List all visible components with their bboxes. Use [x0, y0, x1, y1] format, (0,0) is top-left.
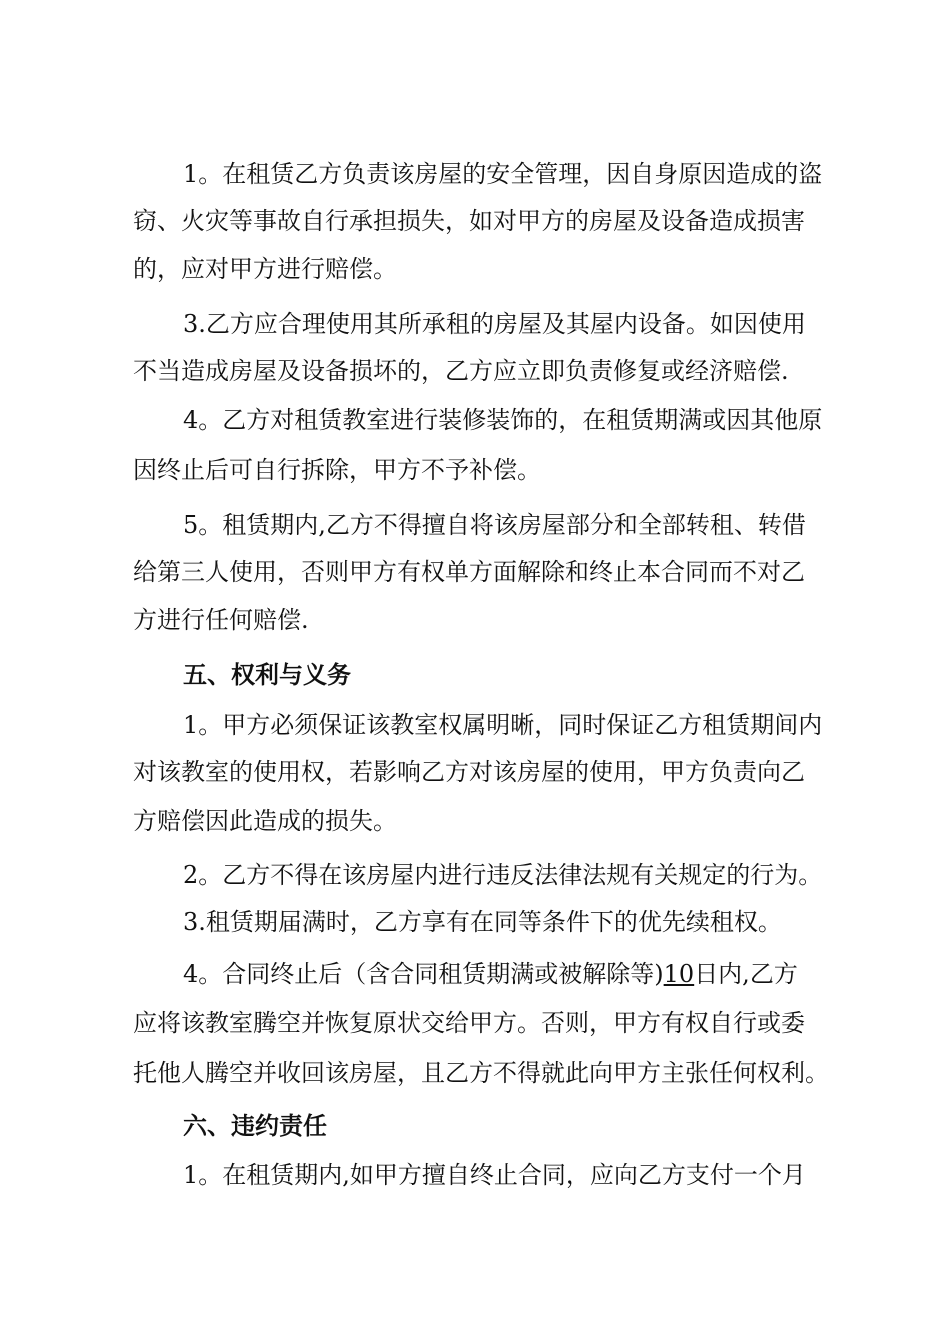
paragraph-line: 1。在租赁期内,如甲方擅自终止合同，应向乙方支付一个月	[183, 1161, 806, 1189]
paragraph-line: 的，应对甲方进行赔偿。	[133, 255, 397, 283]
paragraph-line: 方进行任何赔偿.	[133, 606, 309, 634]
paragraph-line: 窃、火灾等事故自行承担损失，如对甲方的房屋及设备造成损害	[133, 207, 805, 235]
section-heading-liability: 六、违约责任	[183, 1111, 327, 1140]
paragraph-line: 给第三人使用，否则甲方有权单方面解除和终止本合同而不对乙	[133, 558, 805, 586]
paragraph-line: 对该教室的使用权，若影响乙方对该房屋的使用，甲方负责向乙	[133, 758, 805, 786]
paragraph-line: 1。甲方必须保证该教室权属明晰，同时保证乙方租赁期间内	[183, 711, 823, 739]
section-heading-rights: 五、权利与义务	[183, 660, 351, 689]
paragraph-line: 5。租赁期内,乙方不得擅自将该房屋部分和全部转租、转借	[183, 511, 806, 539]
paragraph-line: 应将该教室腾空并恢复原状交给甲方。否则，甲方有权自行或委	[133, 1009, 805, 1037]
paragraph-text: 日内,乙方	[694, 960, 798, 988]
paragraph-line: 3.乙方应合理使用其所承租的房屋及其屋内设备。如因使用	[183, 310, 806, 338]
paragraph-line: 方赔偿因此造成的损失。	[133, 807, 397, 835]
days-value: 10	[663, 960, 695, 988]
paragraph-line: 因终止后可自行拆除，甲方不予补偿。	[133, 456, 541, 484]
paragraph-line: 不当造成房屋及设备损坏的，乙方应立即负责修复或经济赔偿.	[133, 357, 789, 385]
paragraph-text: 4。合同终止后（含合同租赁期满或被解除等)	[183, 960, 664, 988]
paragraph-line: 3.租赁期届满时，乙方享有在同等条件下的优先续租权。	[183, 908, 782, 936]
paragraph-line: 4。乙方对租赁教室进行装修装饰的，在租赁期满或因其他原	[183, 406, 823, 434]
paragraph-line: 托他人腾空并收回该房屋，且乙方不得就此向甲方主张任何权利。	[133, 1059, 829, 1087]
paragraph-line: 2。乙方不得在该房屋内进行违反法律法规有关规定的行为。	[183, 861, 823, 889]
paragraph-line	[183, 959, 798, 989]
paragraph-line: 1。在租赁乙方负责该房屋的安全管理，因自身原因造成的盗	[183, 160, 823, 188]
